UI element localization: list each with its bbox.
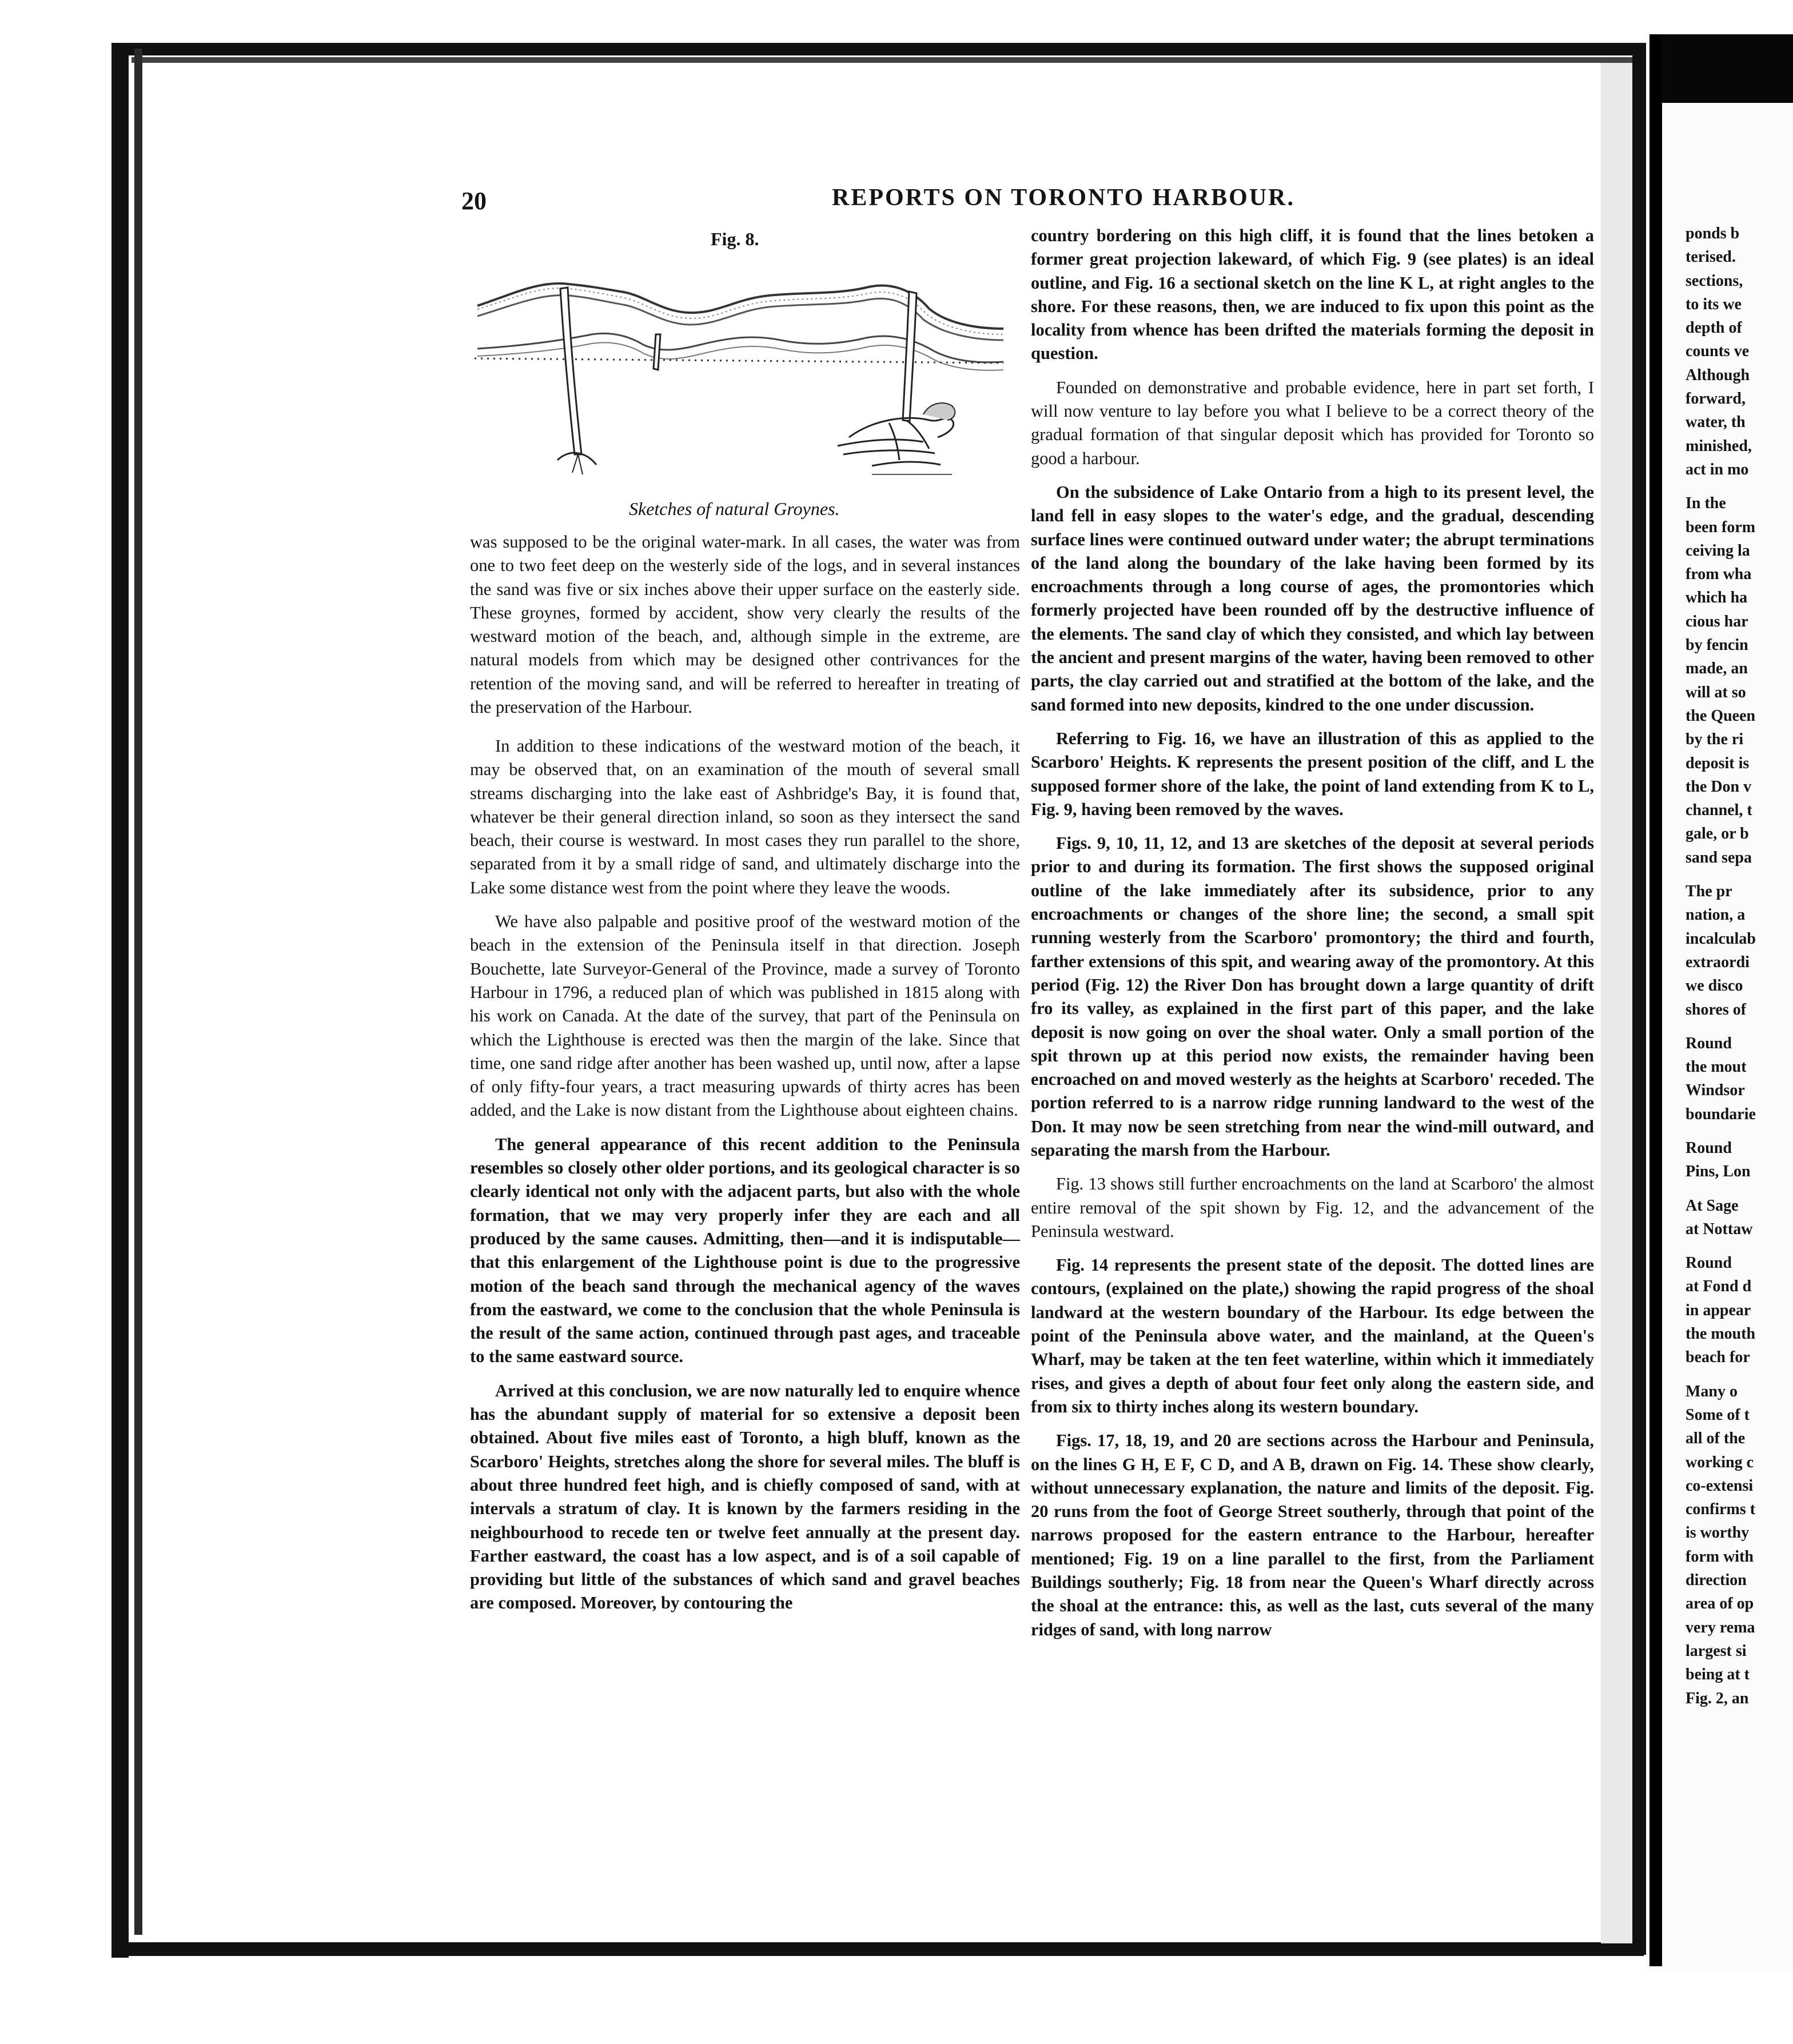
next-page-line: forward, — [1686, 390, 1746, 408]
paragraph: We have also palpable and positive proof of the westward motion of the beach in the extension of the Peninsula itself in that direction. Joseph Bouchette, late Surveyor-General of the Province, made a survey of Toronto Harbour in 1796, a reduced plan of which was published in 1815 along with his work on Canada. At the date of the survey, that part of the Peninsula on which the Lighthouse is erected was then the margin of the lake. Since that time, one sand ridge after another has been washed up, until now, after a lapse of only fifty-four years, a tract measuring upwards of thirty acres has been added, and the Lake is now distant from the Lighthouse about eighteen chains. — [470, 912, 1020, 1120]
next-page-line: largest si — [1686, 1642, 1747, 1660]
groyne-log-middle — [654, 334, 660, 370]
next-page-line: Some of t — [1686, 1406, 1750, 1424]
next-page-line — [1686, 1021, 1792, 1032]
paragraph: Figs. 17, 18, 19, and 20 are sections across the Harbour and Peninsula, on the lines G H, E F, C D, and A B, drawn on Fig. 14. These show clearly, without unnecessary explanation, the nature and limits of the deposit. Fig. 20 runs from the foot of George Street southerly, through that point of the narrows proposed for the eastern entrance to the Harbour, hereafter mentioned; Fig. 19 on a line parallel to the first, from the Parliament Buildings southerly; Fig. 18 from near the Queen's Wharf directly across the shoal at the entrance: this, as well as the last, cuts several of the many ridges of sand, with long narrow — [1031, 1431, 1594, 1639]
next-page-line: to its we — [1686, 295, 1742, 313]
next-page-line: boundarie — [1686, 1105, 1756, 1123]
next-page-line: gale, or b — [1686, 825, 1749, 843]
next-page-line: extraordi — [1686, 953, 1750, 971]
next-page-line — [1686, 869, 1792, 880]
next-page-line: minished, — [1686, 437, 1752, 455]
next-page-line — [1686, 1184, 1792, 1194]
next-page-line: Round — [1686, 1139, 1732, 1157]
paragraph: On the subsidence of Lake Ontario from a high to its present level, the land fell in easy slopes to the water's edge, and the gradual, descending surface lines were continued outward under water; the abrupt terminations of the land along the boundary of the lake having been formed by its encroachments through a long course of ages, the promontories which formerly projected have been rounded off by the destructive influence of the elements. The sand clay of which they consisted, and which lay between the ancient and present margins of the water, having been removed to other parts, the clay carried out and stratified at the bottom of the lake, and the sand formed into new deposits, kindred to the one under discussion. — [1031, 482, 1594, 714]
next-page-top-shadow — [1661, 34, 1793, 103]
next-page-line: from wha — [1686, 565, 1752, 584]
next-page-line: incalculab — [1686, 929, 1756, 948]
next-page-line: At Sage — [1686, 1196, 1739, 1215]
water-mark-dotted-line — [475, 358, 1003, 363]
next-page-line: we disco — [1686, 977, 1743, 995]
next-page-line: Windsor — [1686, 1081, 1745, 1100]
next-page-line: Many o — [1686, 1382, 1738, 1400]
paragraph: Fig. 14 represents the present state of the deposit. The dotted lines are contours, (explained on the plate,) showing the rapid progress of the shoal landward at the western boundary of the Harbour. Its edge between the point of the Peninsula above water, and the mainland, at the Queen's Wharf, may be taken at the ten feet waterline, within which it immediately rises, and gives a depth of about four feet only along the eastern side, and from six to thirty inches along its western boundary. — [1031, 1255, 1594, 1416]
groynes-sketch — [472, 249, 1006, 506]
figure-caption: Sketches of natural Groynes. — [629, 498, 840, 519]
figure-label: Fig. 8. — [711, 229, 759, 249]
paragraph: country bordering on this high cliff, it is found that the lines betoken a former great projection lakeward, of which Fig. 9 (see plates) is an ideal outline, and Fig. 16 a sectional sketch on the line K L, at right angles to the shore. For these reasons, then, we are induced to fix upon this point as the locality from whence has been drifted the materials forming the deposit in question. — [1031, 226, 1594, 364]
next-page-line: deposit is — [1686, 754, 1750, 772]
left-column — [470, 734, 1020, 1626]
next-page-line: confirms t — [1686, 1500, 1756, 1519]
next-page-fragment — [1686, 222, 1792, 1710]
scan-frame-left — [111, 43, 129, 1958]
next-page-line: is worthy — [1686, 1524, 1750, 1542]
right-column — [1031, 224, 1594, 1652]
next-page-line: by fencin — [1686, 636, 1748, 654]
running-header: REPORTS ON TORONTO HARBOUR. — [832, 185, 1295, 211]
page-number: 20 — [461, 187, 487, 215]
next-page-line: being at t — [1686, 1666, 1750, 1684]
next-page-line: In the — [1686, 494, 1726, 513]
groyne-log-left — [560, 288, 581, 454]
scan-frame-right — [1632, 43, 1646, 1955]
next-page-line: will at so — [1686, 683, 1746, 701]
paragraph: Referring to Fig. 16, we have an illustration of this as applied to the Scarboro' Heights. K represents the present position of the cliff, and L the supposed former shore of the lake, the point of land extending from K to L, Fig. 9, having been removed by the waves. — [1031, 728, 1594, 819]
next-page-line: by the ri — [1686, 730, 1744, 749]
sand-ridge-lower — [477, 333, 1003, 362]
scan-frame-bottom — [111, 1942, 1644, 1956]
paragraph: Fig. 13 shows still further encroachments on the land at Scarboro' the almost entire removal of the spit shown by Fig. 12, and the advancement of the Peninsula westward. — [1031, 1174, 1594, 1241]
next-page-line: Round — [1686, 1034, 1732, 1052]
next-page-line: water, th — [1686, 413, 1746, 432]
paragraph: Figs. 9, 10, 11, 12, and 13 are sketches of the deposit at several periods prior to and during its formation. The first shows the supposed original outline of the lake immediately after its subsidence, prior to any encroachments or changes of the shore line; the second, a small spit running westerly from the Scarboro' promontory; the third and fourth, farther extensions of this spit, and wearing away of the promontory. At this period (Fig. 12) the River Don has brought down a large quantity of drift fro its valley, as explained in the first part of this paper, and the lake deposit is now going on over the shoal water. Only a small portion of the spit thrown up at this period now exists, the remainder having been encroached on and moved westerly as the heights at Scarboro' receded. The portion referred to is a narrow ridge running landward to the west of the Don. It may now be seen stretching from near the wind-mill outward, and separating the marsh from the Harbour. — [1031, 833, 1594, 1160]
next-page-line: at Fond d — [1686, 1278, 1752, 1296]
next-page-line: act in mo — [1686, 460, 1749, 478]
page-gutter — [1601, 63, 1632, 1943]
next-page-line: direction — [1686, 1571, 1747, 1590]
next-page-line: in appear — [1686, 1301, 1751, 1319]
next-page-line: the Don v — [1686, 777, 1752, 796]
paragraph: Founded on demonstrative and probable evidence, here in part set forth, I will now venture to lay before you what I believe to be a correct theory of the gradual formation of that singular deposit which has provided for Toronto so good a harbour. — [1031, 377, 1594, 468]
next-page-line: sections, — [1686, 272, 1743, 290]
next-page-line: form with — [1686, 1547, 1754, 1566]
next-page-line: working c — [1686, 1453, 1754, 1471]
next-page-line: Fig. 2, an — [1686, 1689, 1749, 1707]
sand-ridge-upper — [477, 284, 1003, 329]
next-page-line: been form — [1686, 518, 1756, 536]
next-page-line — [1686, 1370, 1792, 1380]
next-page-line — [1686, 481, 1792, 492]
left-column-top — [470, 530, 1020, 729]
next-page-line: Round — [1686, 1254, 1732, 1272]
next-page-line: ceiving la — [1686, 541, 1750, 560]
paragraph: was supposed to be the original water-mark. In all cases, the water was from one to two feet deep on the westerly side of the logs, and in several instances the sand was five or six inches above their upper surface on the easterly side. These groynes, formed by accident, show very clearly the results of the westward motion of the beach, and, although simple in the extreme, are natural models from which may be designed other contrivances for the retention of the moving sand, and will be referred to hereafter in treating of the preservation of the Harbour. — [470, 532, 1020, 717]
next-page-line: depth of — [1686, 319, 1742, 337]
groyne-log-right — [903, 292, 917, 421]
next-page-line: Although — [1686, 366, 1750, 384]
next-page-line: beach for — [1686, 1348, 1750, 1367]
scan-frame-left-inner — [134, 49, 142, 1935]
next-page-line: area of op — [1686, 1595, 1754, 1613]
next-page-line: The pr — [1686, 883, 1732, 901]
next-page-line — [1686, 1126, 1792, 1136]
next-page-line: the mout — [1686, 1058, 1747, 1076]
next-page-line: the mouth — [1686, 1325, 1756, 1343]
next-page-line: terised. — [1686, 248, 1736, 266]
next-page-line: which ha — [1686, 589, 1748, 607]
paragraph: Arrived at this conclusion, we are now naturally led to enquire whence has the abundant supply of material for so extensive a deposit been obtained. About five miles east of Toronto, a high bluff, known as the Scarboro' Heights, stretches along the shore for several miles. The bluff is about three hundred feet high, and is chiefly composed of sand, with at intervals a stratum of clay. It is known by the farmers residing in the neighbourhood to recede ten or twelve feet annually at the present day. Farther eastward, the coast has a low aspect, and is of a soil capable of providing but little of the substances of which sand and gravel beaches are composed. Moreover, by contouring the — [470, 1380, 1020, 1613]
next-page-line: cious har — [1686, 612, 1748, 630]
next-page-line: shores of — [1686, 1000, 1747, 1019]
scan-frame-top — [111, 43, 1644, 55]
next-page-line: the Queen — [1686, 706, 1756, 725]
next-page-line: ponds b — [1686, 225, 1740, 242]
paragraph: The general appearance of this recent addition to the Peninsula resembles so closely other older portions, and its geological character is so clearly identical not only with the adjacent parts, but also with the whole formation, that we may very properly infer they are each and all produced by the same causes. Admitting, then—and it is indisputable—that this enlargement of the Lighthouse point is due to the progressive motion of the beach sand through the mechanical agency of the waves from the eastward, we come to the conclusion that the whole Peninsula is the result of the same action, continued through past ages, and traceable to the same eastward source. — [470, 1134, 1020, 1367]
next-page-line: all of the — [1686, 1430, 1746, 1448]
next-page-line: channel, t — [1686, 801, 1752, 820]
next-page-line: Pins, Lon — [1686, 1163, 1751, 1181]
next-page-line: at Nottaw — [1686, 1220, 1753, 1238]
paragraph: In addition to these indications of the westward motion of the beach, it may be observed that, on an examination of the mouth of several small streams discharging into the lake east of Ashbridge's Bay, it is found that, whatever be their general direction inland, so soon as they intersect the sand beach, their course is westward. In most cases they run parallel to the shore, separated from it by a small ridge of sand, and ultimately discharge into the Lake some distance west from the point where they leave the woods. — [470, 736, 1020, 897]
scan-frame-top-inner — [132, 57, 1641, 63]
driftwood-pile — [838, 418, 954, 466]
next-page-line: made, an — [1686, 660, 1748, 678]
next-page-line: nation, a — [1686, 906, 1746, 924]
next-page-line: sand sepa — [1686, 848, 1752, 867]
next-page-line: very rema — [1686, 1618, 1755, 1636]
next-page-line: co-extensi — [1686, 1476, 1754, 1495]
next-page-edge — [1649, 34, 1662, 1966]
next-page-line — [1686, 1241, 1792, 1251]
next-page-line: counts ve — [1686, 342, 1750, 361]
